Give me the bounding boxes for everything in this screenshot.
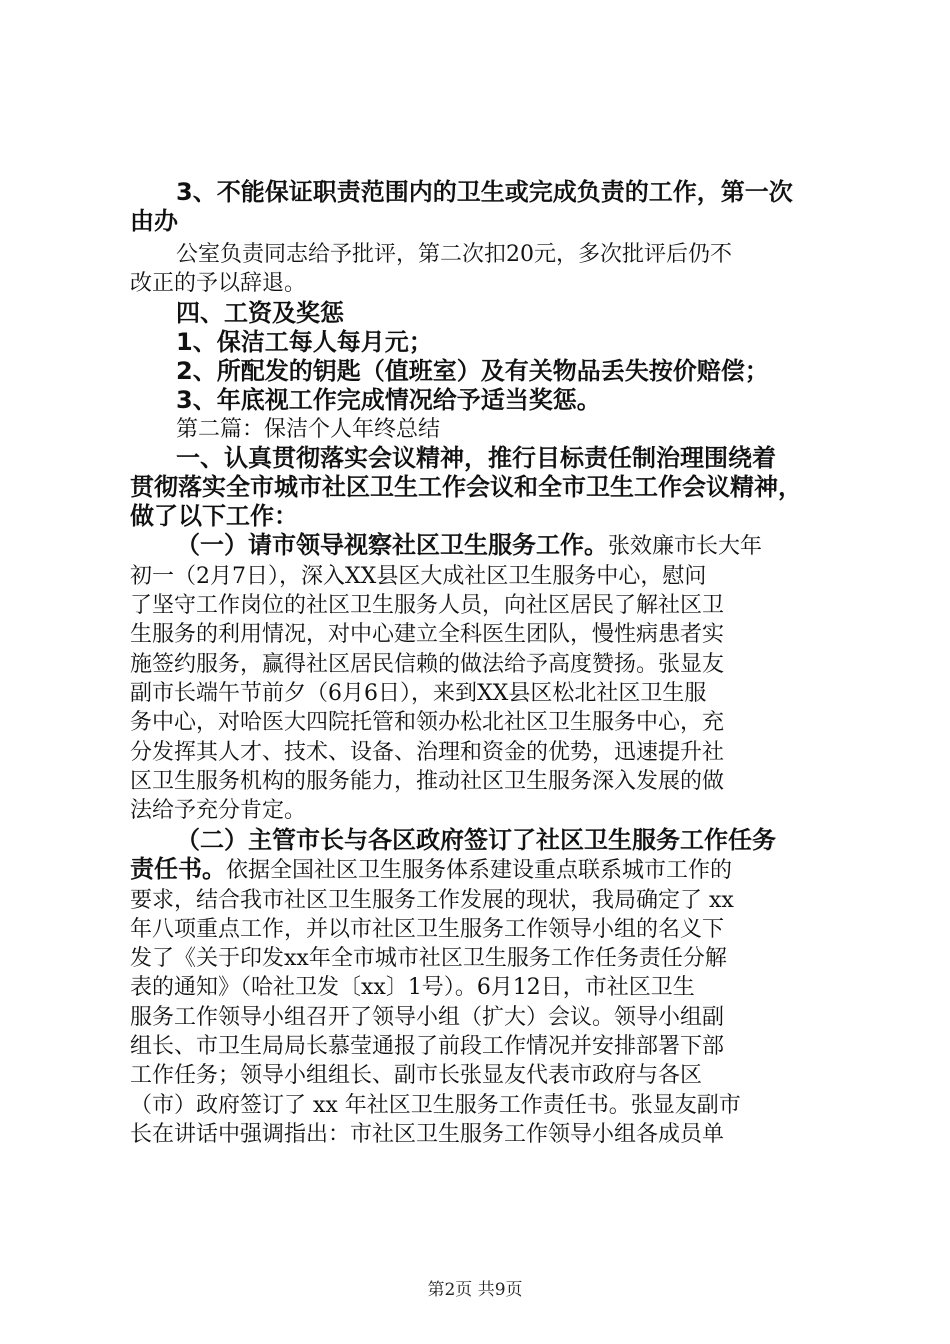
para1-line-4: 施签约服务，赢得社区居民信赖的做法给予高度赞扬。张显友 (130, 651, 725, 677)
para1-first-rest: 张效廉市长大年 (608, 533, 763, 559)
item3-line2: 由办 (130, 207, 178, 235)
part2-heading-line1: 一、认真贯彻落实会议精神，推行目标责任制治理围绕着 (176, 443, 776, 472)
para2-lead-line2: 责任书。 (130, 854, 226, 883)
para1-lead: （一）请市领导视察社区卫生服务工作。 (176, 530, 608, 559)
para2-second-rest: 依据全国社区卫生服务体系建设重点联系城市工作的 (226, 857, 733, 883)
page-number-footer: 第2页 共9页 (427, 1280, 523, 1300)
para2-line-8: （市）政府签订了 xx 年社区卫生服务工作责任书。张显友副市 (130, 1092, 741, 1118)
para1-line-1: 初一（2月7日），深入XX县区大成社区卫生服务中心，慰问 (130, 563, 707, 589)
para2-line-9: 长在讲话中强调指出：市社区卫生服务工作领导小组各成员单 (130, 1121, 725, 1147)
para2-line-6: 组长、市卫生局局长慕莹通报了前段工作情况并安排部署下部 (130, 1034, 725, 1060)
part2-title: 第二篇：保洁个人年终总结 (176, 416, 441, 442)
item3-line1: 3、不能保证职责范围内的卫生或完成负责的工作，第一次 (176, 178, 793, 206)
para2-line-3: 发了《关于印发xx年全市城市社区卫生服务工作任务责任分解 (130, 946, 727, 972)
para1-first-line (130, 531, 830, 562)
item3-line4: 改正的予以辞退。 (130, 271, 307, 297)
para1-line-7: 分发挥其人才、技术、设备、治理和资金的优势，迅速提升社 (130, 739, 725, 765)
para2-line-7: 工作任务；领导小组组长、副市长张显友代表市政府与各区 (130, 1063, 703, 1089)
section4-item-3: 3、年底视工作完成情况给予适当奖惩。 (176, 385, 601, 414)
para2-line-5: 服务工作领导小组召开了领导小组（扩大）会议。领导小组副 (130, 1004, 725, 1030)
document-body (130, 178, 830, 1149)
part2-heading-line3: 做了以下工作： (130, 501, 298, 530)
section4-heading: 四、工资及奖惩 (176, 298, 344, 327)
part2-heading-line2: 贯彻落实全市城市社区卫生工作会议和全市卫生工作会议精神， (130, 472, 802, 501)
para1-line-6: 务中心，对哈医大四院托管和领办松北社区卫生服务中心，充 (130, 710, 725, 736)
section4-item-2: 2、所配发的钥匙（值班室）及有关物品丢失按价赔偿； (176, 356, 769, 385)
para2-lead-line1: （二）主管市长与各区政府签订了社区卫生服务工作任务 (176, 825, 776, 854)
para1-line-2: 了坚守工作岗位的社区卫生服务人员，向社区居民了解社区卫 (130, 593, 725, 619)
para1-line-3: 生服务的利用情况，对中心建立全科医生团队，慢性病患者实 (130, 622, 725, 648)
item3-line3: 公室负责同志给予批评，第二次扣20元，多次批评后仍不 (176, 242, 732, 267)
para2-line-1: 要求，结合我市社区卫生服务工作发展的现状，我局确定了 xx (130, 887, 734, 913)
para2-second-line (130, 855, 830, 886)
para2-line-2: 年八项重点工作，并以市社区卫生服务工作领导小组的名义下 (130, 916, 725, 942)
para2-line-4: 表的通知》（哈社卫发〔xx〕1号）。6月12日，市社区卫生 (130, 975, 695, 1001)
para1-line-5: 副市长端午节前夕（6月6日），来到XX县区松北社区卫生服 (130, 681, 707, 707)
section4-item-1: 1、保洁工每人每月元； (176, 327, 433, 356)
para1-line-9: 法给予充分肯定。 (130, 798, 307, 824)
para1-line-8: 区卫生服务机构的服务能力，推动社区卫生服务深入发展的做 (130, 768, 725, 794)
